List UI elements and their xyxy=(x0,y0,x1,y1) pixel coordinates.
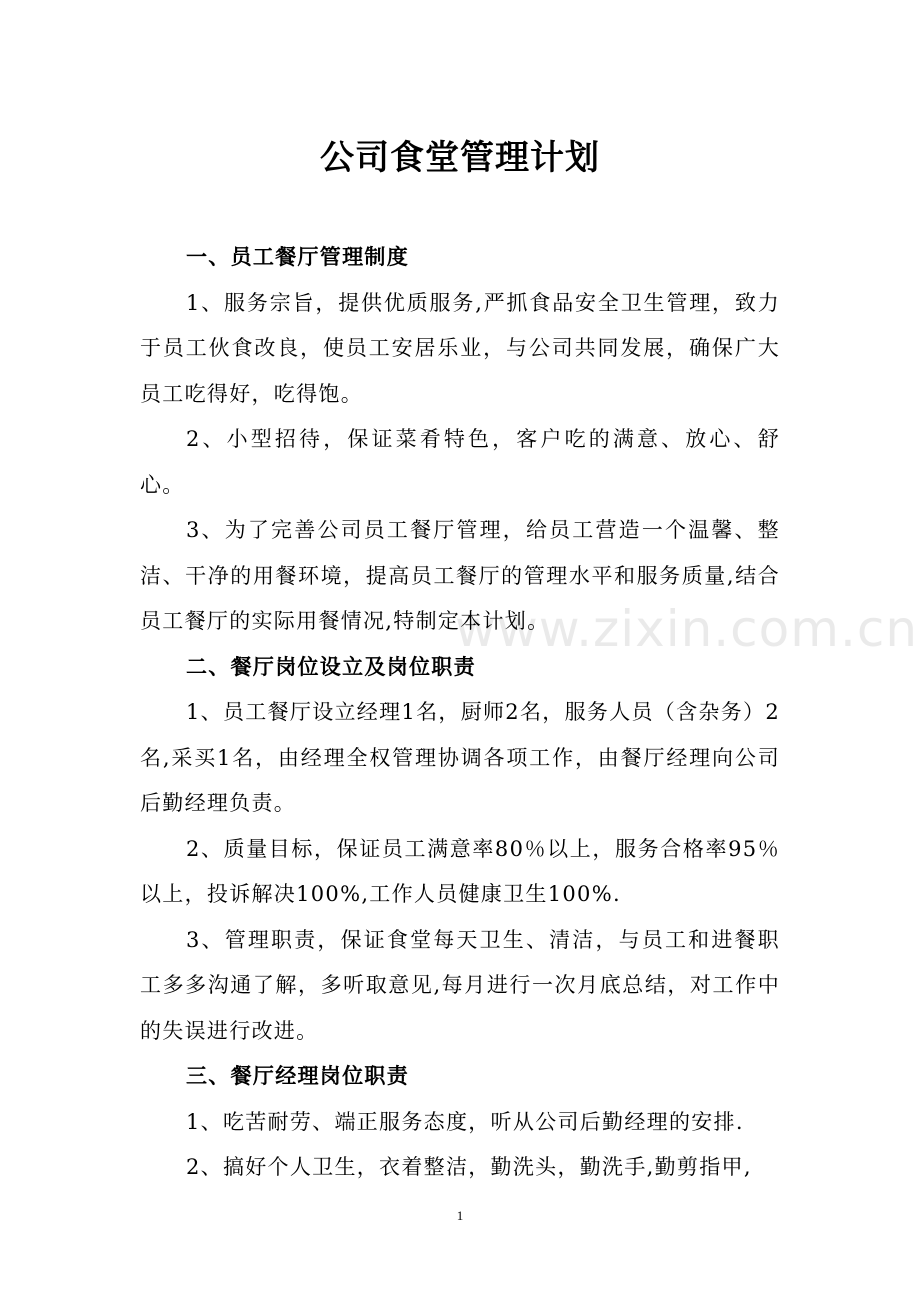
paragraph: 2、小型招待，保证菜肴特色，客户吃的满意、放心、舒心。 xyxy=(140,427,780,497)
section-heading: 一、员工餐厅管理制度 xyxy=(186,245,409,269)
paragraph: 2、质量目标，保证员工满意率80％以上，服务合格率95％以上，投诉解决100%,工作人员健康卫生100%. xyxy=(140,836,780,906)
page-number: 1 xyxy=(456,1208,464,1223)
paragraph: 1、吃苦耐劳、端正服务态度，听从公司后勤经理的安排. xyxy=(186,1109,744,1134)
paragraph: 1、员工餐厅设立经理1名，厨师2名，服务人员（含杂务）2名,采买1名，由经理全权管理协调各项工作，由餐厅经理向公司后勤经理负责。 xyxy=(140,700,780,815)
paragraph: 1、服务宗旨，提供优质服务,严抓食品安全卫生管理，致力于员工伙食改良，使员工安居乐业，与公司共同发展，确保广大员工吃得好，吃得饱。 xyxy=(140,290,780,406)
watermark: www.zixin.com.cn xyxy=(455,600,919,658)
document-body xyxy=(140,235,780,1191)
paragraph: 2、搞好个人卫生，衣着整洁，勤洗头，勤洗手,勤剪指甲, xyxy=(186,1155,752,1179)
paragraph: 3、管理职责，保证食堂每天卫生、清洁，与员工和进餐职工多多沟通了解，多听取意见,每月进行一次月底总结，对工作中的失误进行改进。 xyxy=(140,927,780,1043)
section-heading: 二、餐厅岗位设立及岗位职责 xyxy=(186,654,476,679)
section-heading: 三、餐厅经理岗位职责 xyxy=(186,1064,409,1088)
page-title: 公司食堂管理计划 xyxy=(320,138,600,178)
paragraph: 3、为了完善公司员工餐厅管理，给员工营造一个温馨、整洁、干净的用餐环境，提高员工餐厅的管理水平和服务质量,结合员工餐厅的实际用餐情况,特制定本计划。 xyxy=(140,518,780,633)
